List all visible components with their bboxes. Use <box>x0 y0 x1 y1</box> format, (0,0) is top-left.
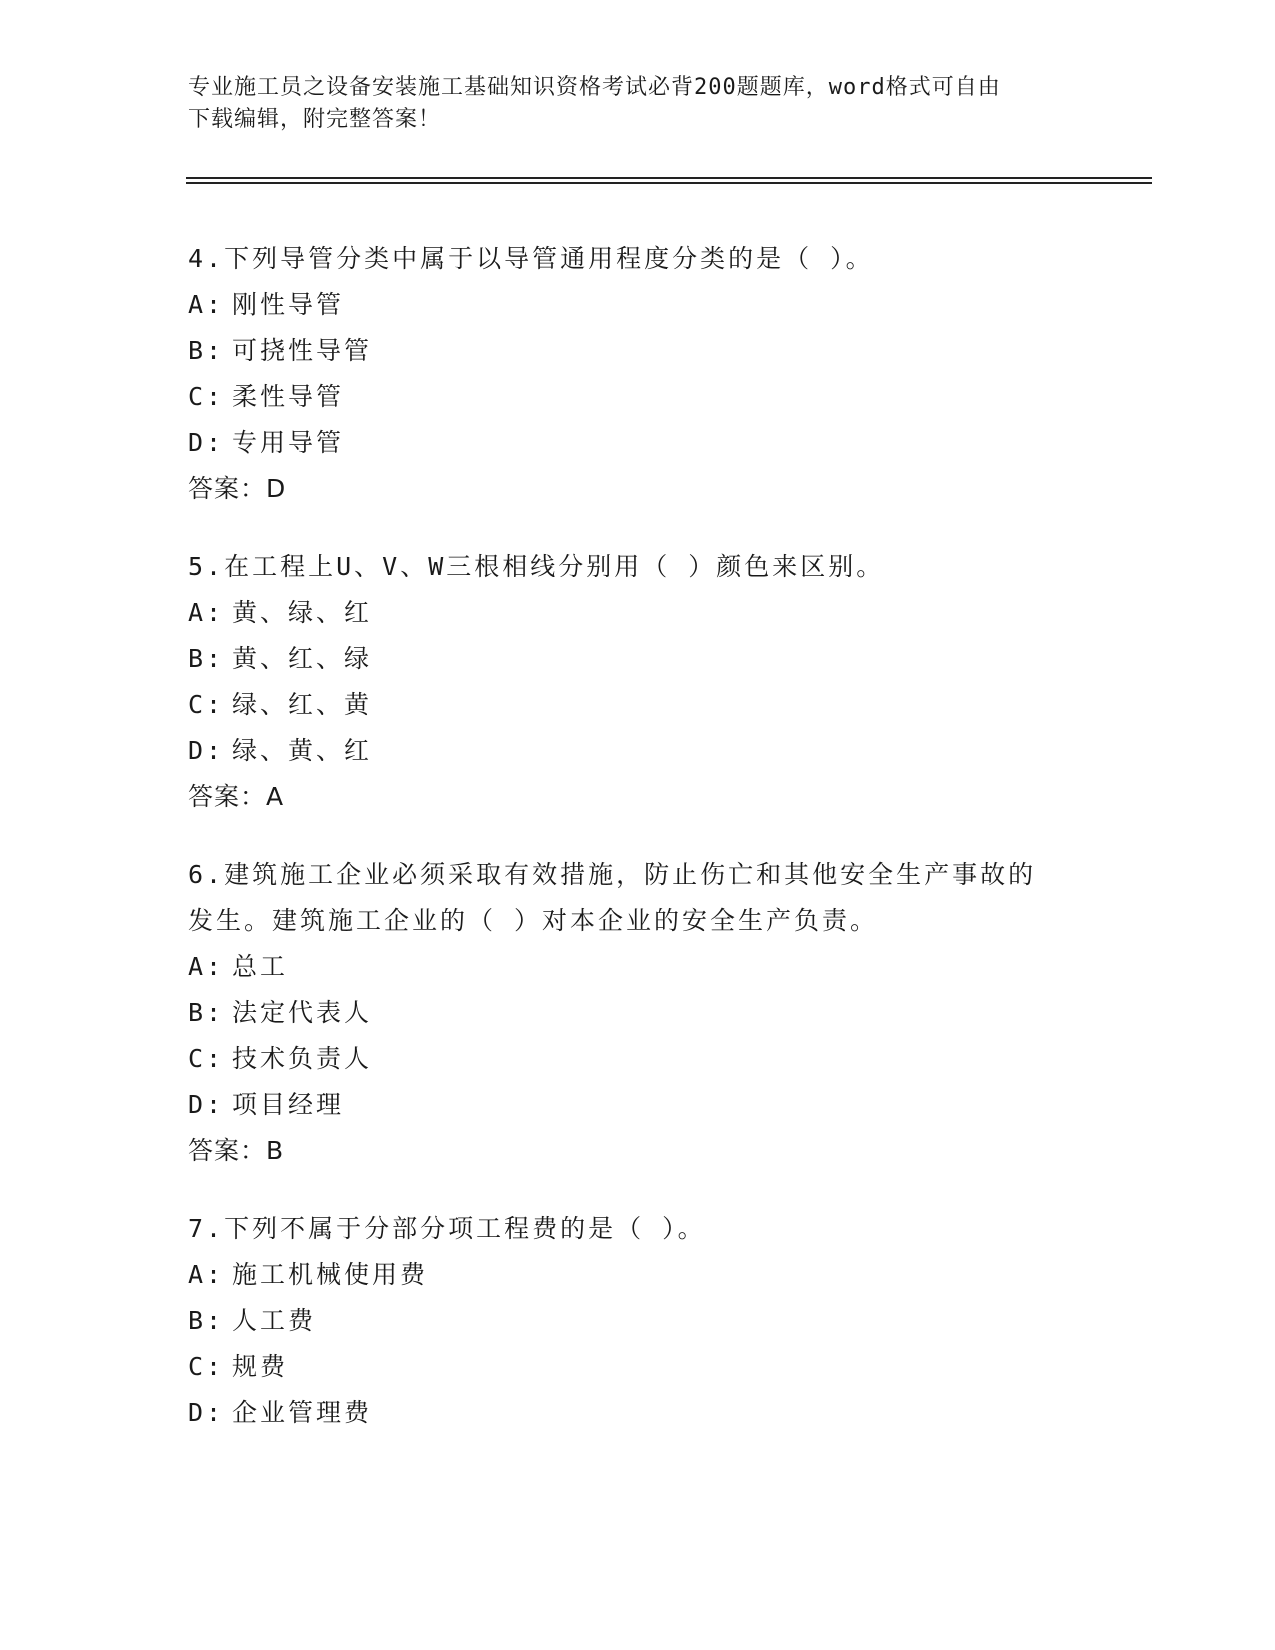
option-text: 人工费 <box>232 1306 317 1335</box>
option-d <box>188 420 1088 466</box>
header-divider-bottom <box>186 182 1152 184</box>
option-letter: D: <box>188 1090 225 1119</box>
option-a <box>188 944 1088 990</box>
option-text: 可挠性导管 <box>232 336 373 365</box>
option-b <box>188 636 1088 682</box>
question-stem-line-1: 6.建筑施工企业必须采取有效措施，防止伤亡和其他安全生产事故的 <box>188 860 1037 889</box>
header-line-2: 下载编辑，附完整答案！ <box>188 107 442 132</box>
option-letter: B: <box>188 336 225 365</box>
option-text: 专用导管 <box>232 428 345 457</box>
answer-line: 答案：A <box>188 782 285 811</box>
question-stem-line-2: 发生。建筑施工企业的（ ）对本企业的安全生产负责。 <box>188 906 879 935</box>
option-a <box>188 590 1088 636</box>
option-text: 黄、绿、红 <box>232 598 373 627</box>
option-letter: A: <box>188 952 225 981</box>
question-stem: 4.下列导管分类中属于以导管通用程度分类的是（ ）。 <box>188 244 874 273</box>
question-stem: 7.下列不属于分部分项工程费的是（ ）。 <box>188 1214 706 1243</box>
option-letter: A: <box>188 1260 225 1289</box>
option-text: 项目经理 <box>232 1090 345 1119</box>
option-text: 绿、红、黄 <box>232 690 373 719</box>
header-divider-top <box>186 177 1152 179</box>
option-b <box>188 990 1088 1036</box>
option-d <box>188 1390 1088 1436</box>
option-c <box>188 1036 1088 1082</box>
question-list <box>188 236 1088 1468</box>
option-text: 法定代表人 <box>232 998 373 1027</box>
option-c <box>188 1344 1088 1390</box>
option-letter: D: <box>188 736 225 765</box>
option-text: 企业管理费 <box>232 1398 373 1427</box>
option-b <box>188 328 1088 374</box>
question-6 <box>188 852 1088 1174</box>
answer-line: 答案：B <box>188 1136 285 1165</box>
option-text: 柔性导管 <box>232 382 345 411</box>
option-letter: B: <box>188 1306 225 1335</box>
option-letter: D: <box>188 428 225 457</box>
option-text: 技术负责人 <box>232 1044 373 1073</box>
document-header <box>188 72 1088 136</box>
option-letter: D: <box>188 1398 225 1427</box>
option-text: 绿、黄、红 <box>232 736 373 765</box>
answer-line: 答案：D <box>188 474 287 503</box>
option-letter: B: <box>188 644 225 673</box>
question-stem: 5.在工程上U、V、W三根相线分别用（ ）颜色来区别。 <box>188 552 885 581</box>
option-text: 刚性导管 <box>232 290 345 319</box>
option-text: 总工 <box>232 952 289 981</box>
option-letter: A: <box>188 598 225 627</box>
option-d <box>188 728 1088 774</box>
option-letter: C: <box>188 1044 225 1073</box>
option-text: 规费 <box>232 1352 289 1381</box>
option-letter: C: <box>188 382 225 411</box>
option-letter: B: <box>188 998 225 1027</box>
option-c <box>188 682 1088 728</box>
option-text: 黄、红、绿 <box>232 644 373 673</box>
option-a <box>188 1252 1088 1298</box>
option-c <box>188 374 1088 420</box>
option-a <box>188 282 1088 328</box>
option-text: 施工机械使用费 <box>232 1260 429 1289</box>
question-4 <box>188 236 1088 512</box>
option-d <box>188 1082 1088 1128</box>
header-line-1: 专业施工员之设备安装施工基础知识资格考试必背200题题库，word格式可自由 <box>188 75 1001 100</box>
option-letter: C: <box>188 1352 225 1381</box>
question-5 <box>188 544 1088 820</box>
question-7 <box>188 1206 1088 1436</box>
option-letter: A: <box>188 290 225 319</box>
option-letter: C: <box>188 690 225 719</box>
option-b <box>188 1298 1088 1344</box>
